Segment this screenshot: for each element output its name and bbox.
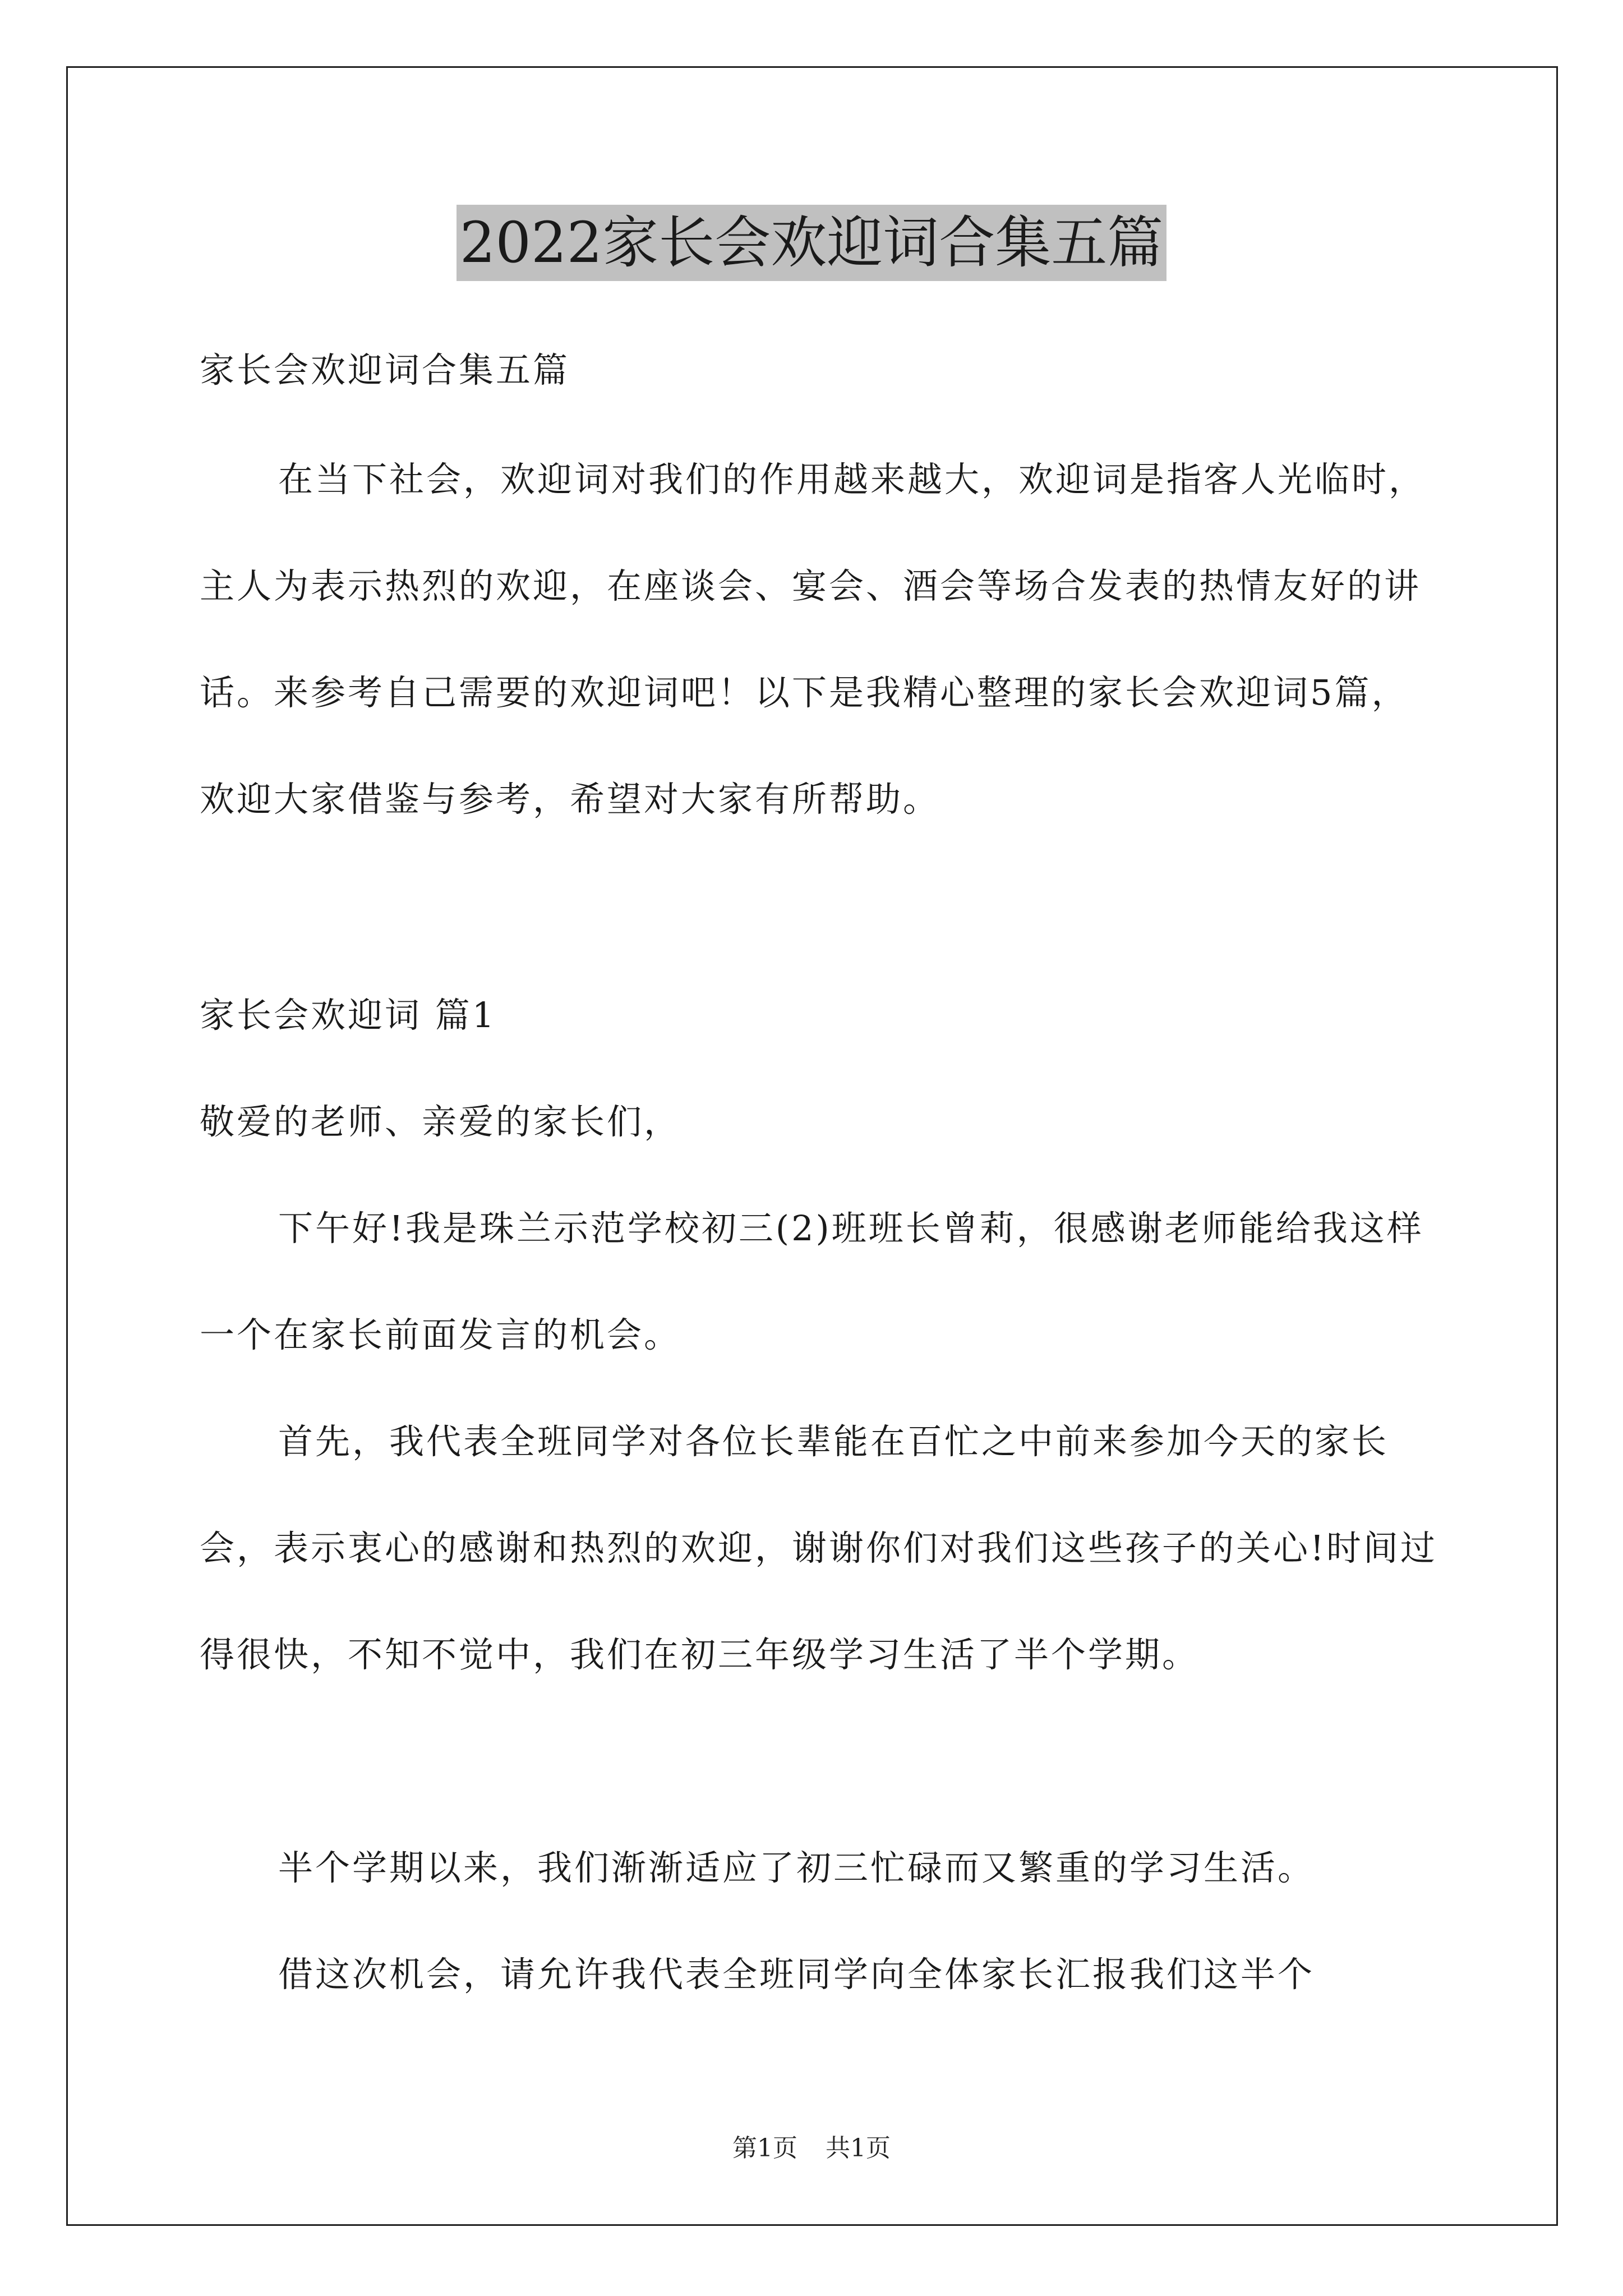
- page-number-current: 第1页: [732, 2134, 797, 2162]
- document-title: 2022家长会欢迎词合集五篇: [457, 205, 1167, 281]
- intro-paragraph: 在当下社会，欢迎词对我们的作用越来越大，欢迎词是指客人光临时，主人为表示热烈的欢迎，在座谈会、宴会、酒会等场合发表的热情友好的讲话。来参考自己需要的欢迎词吧！以下是我精心整理的家长会欢迎词5篇，欢迎大家借鉴与参考，希望对大家有所帮助。: [200, 459, 1426, 820]
- body-paragraph-4: 借这次机会，请允许我代表全班同学向全体家长汇报我们这半个: [278, 1954, 1315, 1995]
- subtitle: 家长会欢迎词合集五篇: [200, 349, 570, 390]
- salutation: 敬爱的老师、亲爱的家长们，: [200, 1101, 681, 1142]
- body-paragraph-2: 首先，我代表全班同学对各位长辈能在百忙之中前来参加今天的家长会，表示衷心的感谢和热烈的欢迎，谢谢你们对我们这些孩子的关心!时间过得很快，不知不觉中，我们在初三年级学习生活了半个学期。: [200, 1421, 1437, 1675]
- section-heading: 家长会欢迎词 篇1: [200, 995, 497, 1036]
- body-paragraph-1: 下午好!我是珠兰示范学校初三(2)班班长曾莉，很感谢老师能给我这样一个在家长前面发言的机会。: [200, 1208, 1424, 1355]
- body-paragraph-3: 半个学期以来，我们渐渐适应了初三忙碌而又繁重的学习生活。: [278, 1847, 1315, 1888]
- page-footer: [0, 2132, 1623, 2165]
- page-number-total: 共1页: [826, 2134, 891, 2162]
- title-container: [0, 205, 1623, 281]
